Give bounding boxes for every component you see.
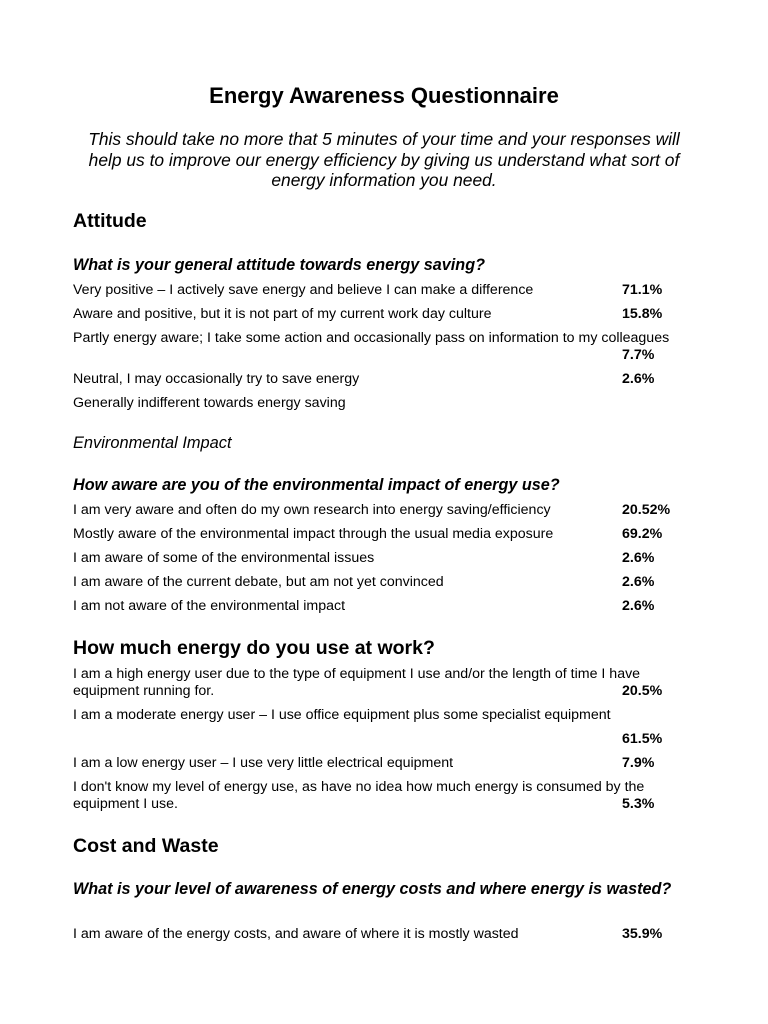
question-attitude: What is your general attitude towards energy saving? <box>73 256 485 274</box>
answer-row <box>73 502 698 519</box>
answer-percentage: 7.9% <box>622 755 655 771</box>
answer-label: I am a moderate energy user – I use office equipment plus some specialist equipment <box>73 707 611 723</box>
answer-label: Partly energy aware; I take some action and occasionally pass on information to my colleagues <box>73 330 670 346</box>
answer-percentage: 15.8% <box>622 306 663 322</box>
answer-percentage: 2.6% <box>622 550 655 566</box>
answer-label: I am a low energy user – I use very little electrical equipment <box>73 755 454 771</box>
section-heading-energy-use: How much energy do you use at work? <box>73 637 435 659</box>
answer-row <box>73 779 698 813</box>
answer-row <box>73 330 698 363</box>
section-heading-attitude: Attitude <box>73 210 147 232</box>
answer-row <box>73 550 698 567</box>
answer-row <box>73 598 698 615</box>
answer-label: I am aware of some of the environmental issues <box>73 550 375 566</box>
intro-paragraph: This should take no more that 5 minutes of your time and your responses will help us to improve our energy efficiency by giving us understand what sort of energy information you need. <box>88 129 680 190</box>
answer-row <box>73 282 698 299</box>
question-environmental-impact: How aware are you of the environmental impact of energy use? <box>73 476 560 494</box>
answer-percentage: 35.9% <box>622 926 663 942</box>
answer-label: Very positive – I actively save energy and believe I can make a difference <box>73 282 534 298</box>
answer-percentage: 69.2% <box>622 526 663 542</box>
answer-percentage: 7.7% <box>622 347 655 363</box>
answer-label: I am aware of the current debate, but am not yet convinced <box>73 574 444 590</box>
answer-label: Generally indifferent towards energy saving <box>73 395 346 411</box>
section-heading-cost-and-waste: Cost and Waste <box>73 835 219 857</box>
section-heading-environmental-impact: Environmental Impact <box>73 434 232 452</box>
answer-percentage: 5.3% <box>622 796 655 812</box>
answer-row <box>73 755 698 772</box>
answer-row <box>73 926 698 943</box>
answer-label: Aware and positive, but it is not part of my current work day culture <box>73 306 492 322</box>
answer-row <box>73 574 698 591</box>
answer-label: Mostly aware of the environmental impact through the usual media exposure <box>73 526 554 542</box>
answer-percentage: 20.52% <box>622 502 671 518</box>
answer-label: I don't know my level of energy use, as have no idea how much energy is consumed by the equipment I use. <box>73 779 645 812</box>
answer-label: I am aware of the energy costs, and aware of where it is mostly wasted <box>73 926 519 942</box>
answer-percentage: 2.6% <box>622 574 655 590</box>
question-cost-and-waste: What is your level of awareness of energy costs and where energy is wasted? <box>73 880 672 898</box>
answer-row <box>73 526 698 543</box>
document-title: Energy Awareness Questionnaire <box>209 83 559 108</box>
answer-row <box>73 371 698 388</box>
answer-percentage: 2.6% <box>622 371 655 387</box>
answer-row <box>73 707 698 747</box>
answer-percentage: 20.5% <box>622 683 663 699</box>
answer-row <box>73 395 698 412</box>
answer-row <box>73 306 698 323</box>
answer-label: Neutral, I may occasionally try to save energy <box>73 371 360 387</box>
answer-label: I am a high energy user due to the type of equipment I use and/or the length of time I have equipment running for. <box>73 666 641 699</box>
answer-label: I am not aware of the environmental impact <box>73 598 346 614</box>
answer-percentage: 71.1% <box>622 282 663 298</box>
answer-percentage: 2.6% <box>622 598 655 614</box>
answer-percentage: 61.5% <box>622 731 663 747</box>
answer-label: I am very aware and often do my own research into energy saving/efficiency <box>73 502 551 518</box>
answer-row <box>73 666 698 700</box>
